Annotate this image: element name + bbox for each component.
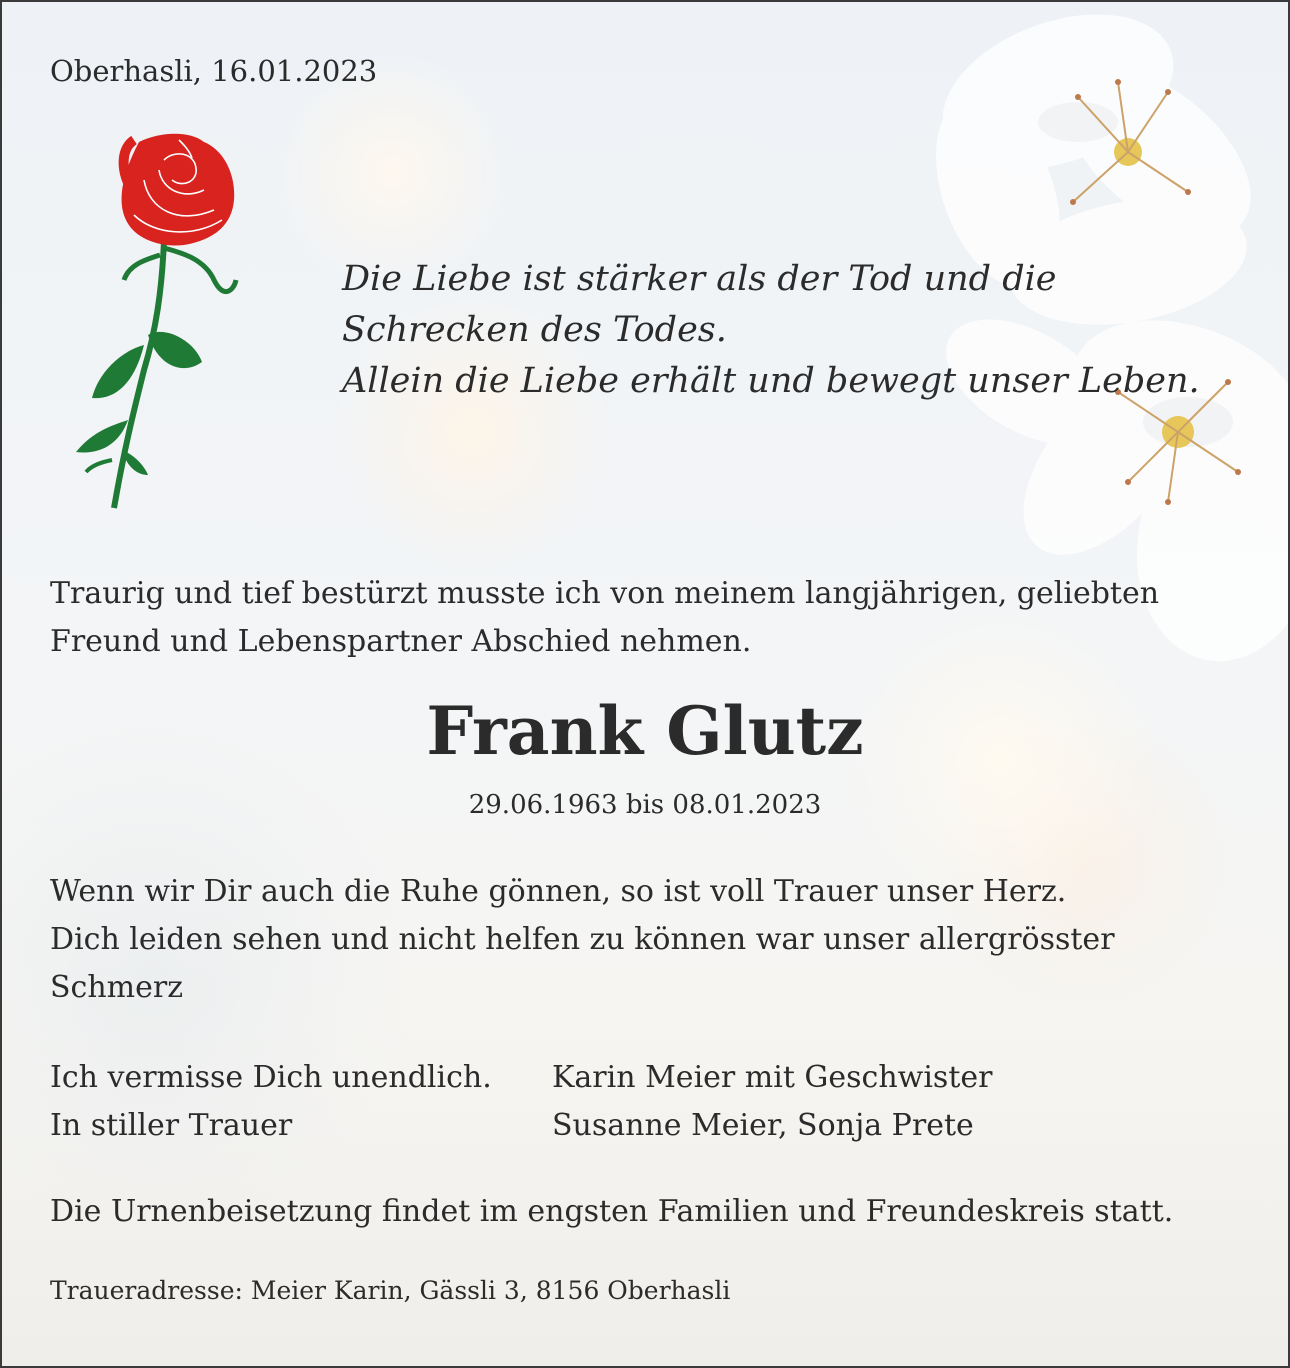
verse-line: Dich leiden sehen und nicht helfen zu können war unser allergrösster — [50, 922, 1115, 957]
intro-text — [50, 570, 1159, 666]
life-dates: 29.06.1963 bis 08.01.2023 — [468, 790, 822, 820]
closing-left — [50, 1054, 492, 1150]
verse — [50, 868, 1115, 1012]
rose-icon — [64, 130, 244, 515]
quote — [342, 254, 1200, 407]
quote-line: Die Liebe ist stärker als der Tod und die — [342, 259, 1057, 299]
mourner-line: Susanne Meier, Sonja Prete — [552, 1108, 974, 1143]
mourners — [552, 1054, 992, 1150]
intro-line: Traurig und tief bestürzt musste ich von meinem langjährigen, geliebten — [50, 576, 1160, 611]
quote-line: Allein die Liebe erhält und bewegt unser Leben. — [342, 361, 1200, 401]
verse-line: Schmerz — [50, 970, 184, 1005]
closing-left-line: In stiller Trauer — [50, 1108, 293, 1143]
verse-line: Wenn wir Dir auch die Ruhe gönnen, so ist voll Trauer unser Herz. — [50, 874, 1067, 909]
mourner-line: Karin Meier mit Geschwister — [552, 1060, 993, 1095]
closing-left-line: Ich vermisse Dich unendlich. — [50, 1060, 492, 1095]
deceased-name: Frank Glutz — [426, 692, 864, 770]
place-date: Oberhasli, 16.01.2023 — [50, 54, 378, 88]
burial-notice: Die Urnenbeisetzung findet im engsten Familien und Freundeskreis statt. — [50, 1194, 1174, 1229]
intro-line: Freund und Lebenspartner Abschied nehmen. — [50, 624, 752, 659]
mourning-address: Traueradresse: Meier Karin, Gässli 3, 8156 Oberhasli — [50, 1276, 731, 1305]
quote-line: Schrecken des Todes. — [342, 310, 727, 350]
